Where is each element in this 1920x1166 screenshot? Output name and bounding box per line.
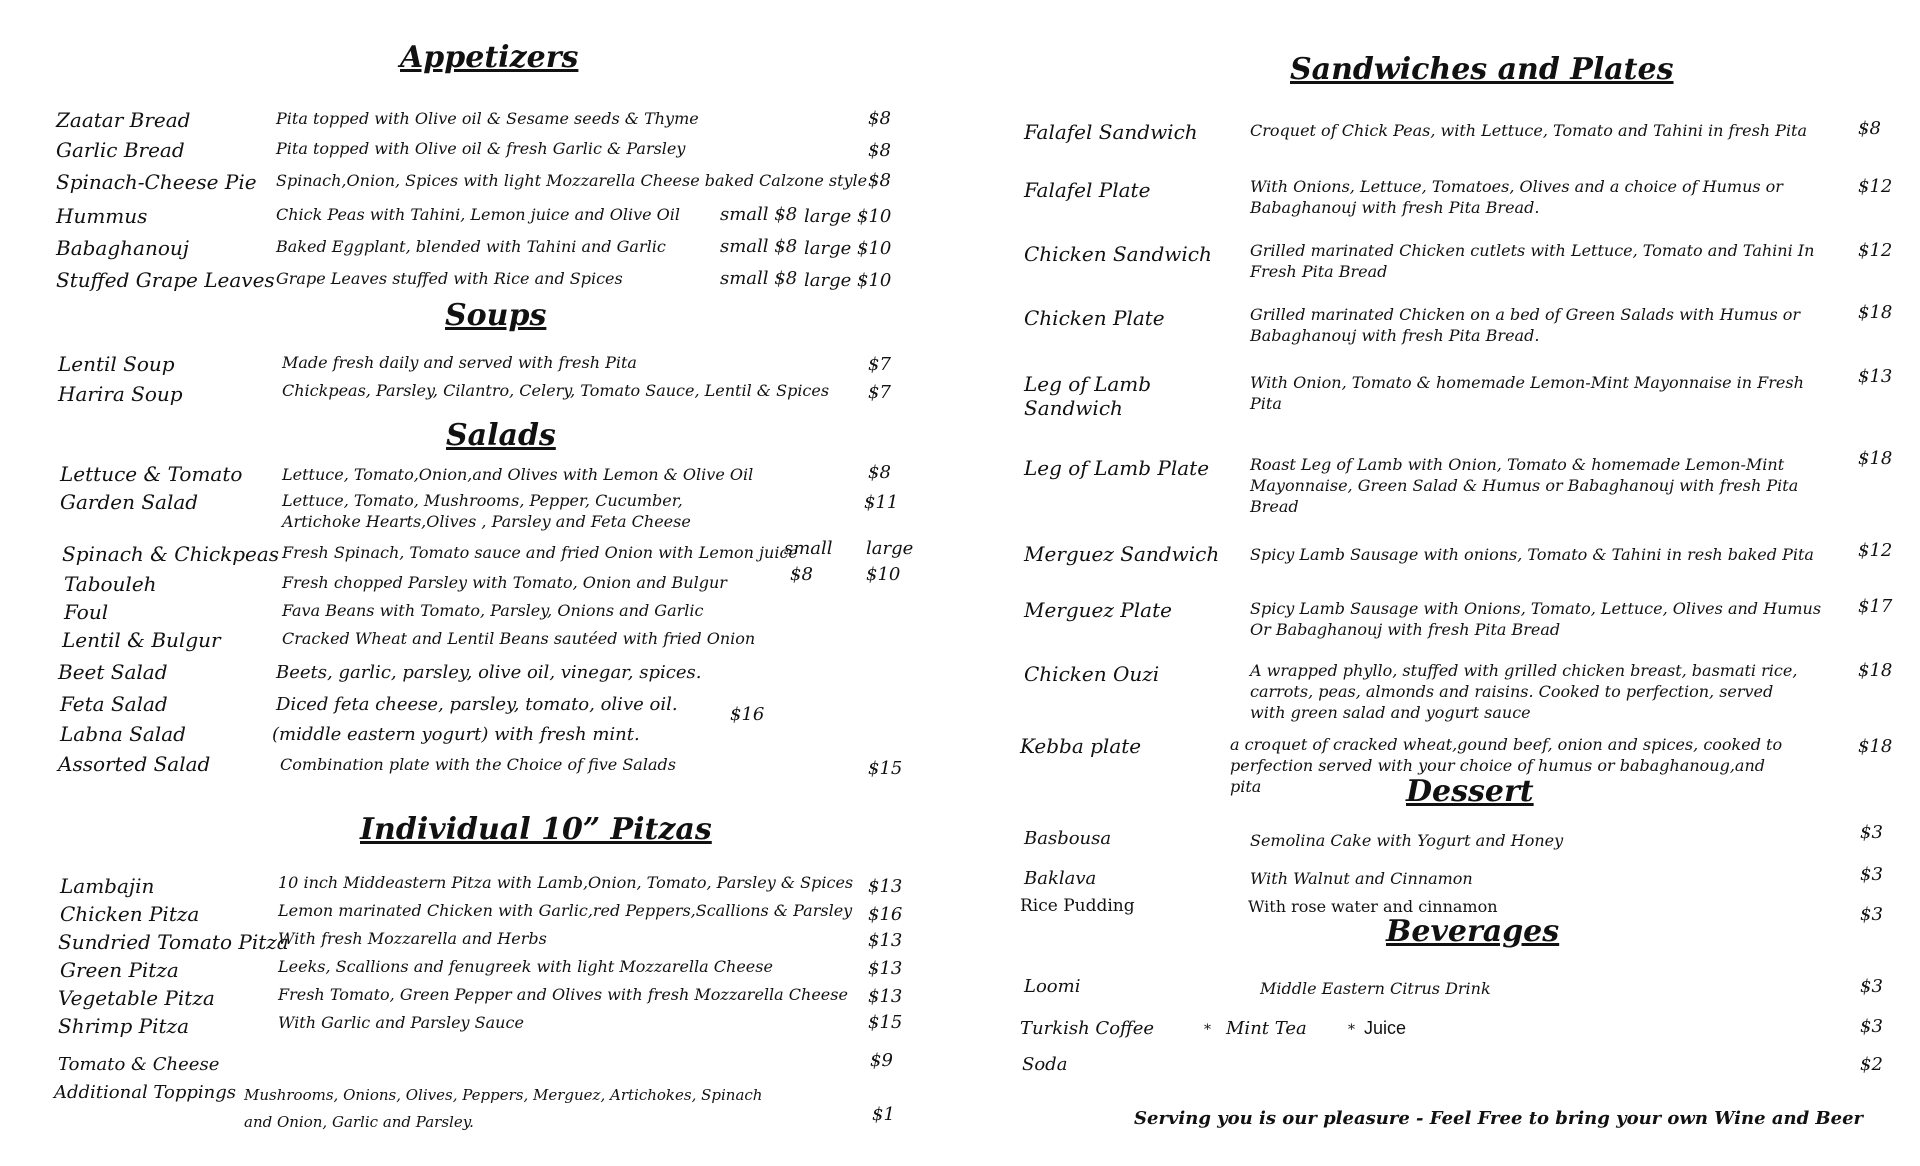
turkish-coffee: Turkish Coffee — [1020, 1018, 1155, 1039]
appetizers-heading: Appetizers — [400, 40, 579, 75]
item-name: Vegetable Pitza — [58, 986, 215, 1010]
item-name: Garlic Bread — [56, 138, 185, 162]
item-price: $17 — [1858, 596, 1893, 617]
item-desc: With Garlic and Parsley Sauce — [278, 1013, 524, 1032]
small-price: small $8 — [720, 236, 798, 257]
feta-labna-price: $16 — [730, 704, 765, 725]
item-desc: Semolina Cake with Yogurt and Honey — [1250, 831, 1564, 850]
item-desc: With Onions, Lettuce, Tomatoes, Olives and a choice of Humus or Babaghanouj with fresh Pita Bread. — [1250, 177, 1783, 217]
item-price: $1 — [872, 1104, 895, 1125]
footer-note: Serving you is our pleasure - Feel Free to bring your own Wine and Beer — [1134, 1108, 1864, 1129]
item-desc: Combination plate with the Choice of five Salads — [280, 755, 676, 774]
item-price: $3 — [1860, 864, 1883, 885]
item-name: Rice Pudding — [1020, 896, 1135, 916]
large-price: large $10 — [804, 270, 892, 291]
item-desc: Spicy Lamb Sausage with onions, Tomato & Tahini in resh baked Pita — [1250, 545, 1814, 564]
item-desc: Diced feta cheese, parsley, tomato, olive oil. — [276, 694, 678, 715]
item-name: Stuffed Grape Leaves — [56, 268, 275, 292]
item-name: Assorted Salad — [58, 752, 211, 776]
item-desc: Chick Peas with Tahini, Lemon juice and Olive Oil — [276, 205, 681, 224]
item-desc: With Onion, Tomato & homemade Lemon-Mint Mayonnaise in Fresh Pita — [1250, 373, 1804, 413]
soups-heading: Soups — [445, 298, 547, 333]
item-desc: Fava Beans with Tomato, Parsley, Onions and Garlic — [282, 601, 704, 620]
item-desc: Middle Eastern Citrus Drink — [1260, 979, 1491, 998]
item-name: Garden Salad — [60, 490, 199, 514]
item-price: $7 — [868, 354, 891, 375]
item-desc: Leeks, Scallions and fenugreek with light Mozzarella Cheese — [278, 957, 773, 976]
item-name: Chicken Sandwich — [1024, 242, 1212, 266]
item-desc: Grilled marinated Chicken cutlets with Lettuce, Tomato and Tahini In Fresh Pita Bread — [1250, 241, 1815, 281]
item-price: $3 — [1860, 976, 1883, 997]
item-desc: Spicy Lamb Sausage with Onions, Tomato, Lettuce, Olives and Humus Or Babaghanouj with fresh Pita Bread — [1250, 599, 1822, 639]
item-desc: (middle eastern yogurt) with fresh mint. — [272, 724, 640, 745]
item-name: Falafel Plate — [1024, 178, 1151, 202]
sandwiches-heading: Sandwiches and Plates — [1290, 52, 1674, 87]
salad-large-price: $10 — [866, 564, 901, 585]
item-desc: Fresh Tomato, Green Pepper and Olives with fresh Mozzarella Cheese — [278, 985, 848, 1004]
item-desc: Grape Leaves stuffed with Rice and Spices — [276, 269, 623, 288]
item-desc: Fresh Spinach, Tomato sauce and fried Onion with Lemon juice — [282, 543, 798, 562]
salad-large-label: large — [866, 538, 914, 559]
large-price: large $10 — [804, 206, 892, 227]
dessert-heading: Dessert — [1406, 774, 1534, 809]
item-name: Kebba plate — [1020, 734, 1142, 758]
item-name: Shrimp Pitza — [58, 1014, 190, 1038]
item-name: Spinach-Cheese Pie — [56, 170, 257, 194]
item-desc: With fresh Mozzarella and Herbs — [278, 929, 547, 948]
item-price: $12 — [1858, 176, 1893, 197]
item-price: $13 — [868, 986, 903, 1007]
item-price: $15 — [868, 1012, 903, 1033]
item-desc: Spinach,Onion, Spices with light Mozzarella Cheese baked Calzone style — [276, 171, 868, 190]
item-price: $8 — [868, 108, 891, 129]
small-price: small $8 — [720, 268, 798, 289]
item-name: Lettuce & Tomato — [60, 462, 243, 486]
item-desc: Roast Leg of Lamb with Onion, Tomato & homemade Lemon-Mint Mayonnaise, Green Salad & Humus or Babaghanouj with fresh Pita Bread — [1250, 455, 1799, 516]
item-name: Basbousa — [1024, 828, 1112, 849]
item-name: Soda — [1022, 1054, 1068, 1075]
item-desc: 10 inch Middeastern Pitza with Lamb,Onion, Tomato, Parsley & Spices — [278, 873, 854, 892]
item-name: Leg of Lamb Sandwich — [1024, 372, 1152, 420]
item-name: Beet Salad — [58, 660, 168, 684]
item-name: Lambajin — [60, 874, 155, 898]
item-desc: Made fresh daily and served with fresh Pita — [282, 353, 637, 372]
beverages-heading: Beverages — [1386, 914, 1560, 949]
item-desc: A wrapped phyllo, stuffed with grilled chicken breast, basmati rice, carrots, peas, almonds and raisins. Cooked to perfection, served with green salad and yogurt sauce — [1250, 661, 1798, 722]
item-price: $18 — [1858, 736, 1893, 757]
item-price: $18 — [1858, 448, 1893, 469]
item-name: Harira Soup — [58, 382, 183, 406]
item-price: $8 — [868, 462, 891, 483]
item-desc: Mushrooms, Onions, Olives, Peppers, Merguez, Artichokes, Spinach and Onion, Garlic and Parsley. — [244, 1086, 763, 1131]
item-price: $18 — [1858, 660, 1893, 681]
pitzas-heading: Individual 10” Pitzas — [360, 812, 712, 847]
item-price: $18 — [1858, 302, 1893, 323]
item-price: $3 — [1860, 822, 1883, 843]
item-desc: With Walnut and Cinnamon — [1250, 869, 1473, 888]
juice: Juice — [1364, 1018, 1407, 1038]
item-name: Chicken Ouzi — [1024, 662, 1160, 686]
item-name: Merguez Sandwich — [1024, 542, 1220, 566]
item-price: $15 — [868, 758, 903, 779]
item-price: $8 — [868, 140, 891, 161]
item-desc: Grilled marinated Chicken on a bed of Green Salads with Humus or Babaghanouj with fresh Pita Bread. — [1250, 305, 1801, 345]
item-desc: Pita topped with Olive oil & Sesame seeds & Thyme — [276, 109, 699, 128]
separator-star: * — [1348, 1022, 1355, 1038]
item-price: $11 — [864, 492, 899, 513]
item-name: Green Pitza — [60, 958, 179, 982]
item-desc: With rose water and cinnamon — [1248, 897, 1498, 916]
item-price: $13 — [868, 876, 903, 897]
item-name: Additional Toppings — [54, 1082, 237, 1103]
item-desc: Beets, garlic, parsley, olive oil, vinegar, spices. — [276, 662, 702, 683]
item-name: Tomato & Cheese — [58, 1054, 220, 1075]
item-price: $12 — [1858, 240, 1893, 261]
item-price: $13 — [868, 958, 903, 979]
item-name: Labna Salad — [60, 722, 186, 746]
item-desc: Lettuce, Tomato,Onion,and Olives with Lemon & Olive Oil — [282, 465, 754, 484]
item-desc: Lemon marinated Chicken with Garlic,red Peppers,Scallions & Parsley — [278, 901, 853, 920]
item-price: $9 — [870, 1050, 893, 1071]
small-price: small $8 — [720, 204, 798, 225]
item-desc: Lettuce, Tomato, Mushrooms, Pepper, Cucumber, Artichoke Hearts,Olives , Parsley and Feta Cheese — [282, 491, 691, 531]
salads-heading: Salads — [446, 418, 556, 453]
right-menu-page — [960, 0, 1920, 1166]
item-name: Sundried Tomato Pitza — [58, 930, 289, 954]
item-name: Baklava — [1024, 868, 1097, 889]
item-desc: Fresh chopped Parsley with Tomato, Onion and Bulgur — [282, 573, 727, 592]
item-price: $8 — [1858, 118, 1881, 139]
item-name: Leg of Lamb Plate — [1024, 456, 1210, 480]
item-name: Chicken Plate — [1024, 306, 1165, 330]
item-name: Zaatar Bread — [56, 108, 191, 132]
mint-tea: Mint Tea — [1226, 1018, 1307, 1039]
item-price: $3 — [1860, 904, 1883, 925]
item-name: Lentil & Bulgur — [62, 628, 221, 652]
item-name: Falafel Sandwich — [1024, 120, 1198, 144]
item-desc: Pita topped with Olive oil & fresh Garlic & Parsley — [276, 139, 686, 158]
large-price: large $10 — [804, 238, 892, 259]
salad-small-label: small — [784, 538, 833, 559]
item-name: Loomi — [1024, 976, 1081, 997]
drinks-price: $3 — [1860, 1016, 1883, 1037]
item-price: $13 — [868, 930, 903, 951]
item-name: Spinach & Chickpeas — [62, 542, 280, 566]
separator-star: * — [1204, 1022, 1211, 1038]
item-name: Feta Salad — [60, 692, 168, 716]
item-name: Babaghanouj — [56, 236, 189, 260]
item-desc: Cracked Wheat and Lentil Beans sautéed with fried Onion — [282, 629, 756, 648]
item-name: Chicken Pitza — [60, 902, 200, 926]
item-desc: Chickpeas, Parsley, Cilantro, Celery, Tomato Sauce, Lentil & Spices — [282, 381, 830, 400]
item-price: $8 — [868, 170, 891, 191]
item-price: $13 — [1858, 366, 1893, 387]
item-price: $7 — [868, 382, 891, 403]
item-name: Foul — [64, 600, 109, 624]
item-name: Merguez Plate — [1024, 598, 1172, 622]
item-desc: a croquet of cracked wheat,gound beef, onion and spices, cooked to perfection served with your choice of humus or babaghanoug,and pita — [1230, 735, 1783, 796]
item-desc: Croquet of Chick Peas, with Lettuce, Tomato and Tahini in fresh Pita — [1250, 121, 1808, 140]
salad-small-price: $8 — [790, 564, 813, 585]
item-desc: Baked Eggplant, blended with Tahini and Garlic — [276, 237, 666, 256]
item-price: $16 — [868, 904, 903, 925]
item-name: Tabouleh — [64, 572, 157, 596]
item-price: $12 — [1858, 540, 1893, 561]
item-name: Hummus — [56, 204, 148, 228]
item-name: Lentil Soup — [58, 352, 175, 376]
item-price: $2 — [1860, 1054, 1883, 1075]
